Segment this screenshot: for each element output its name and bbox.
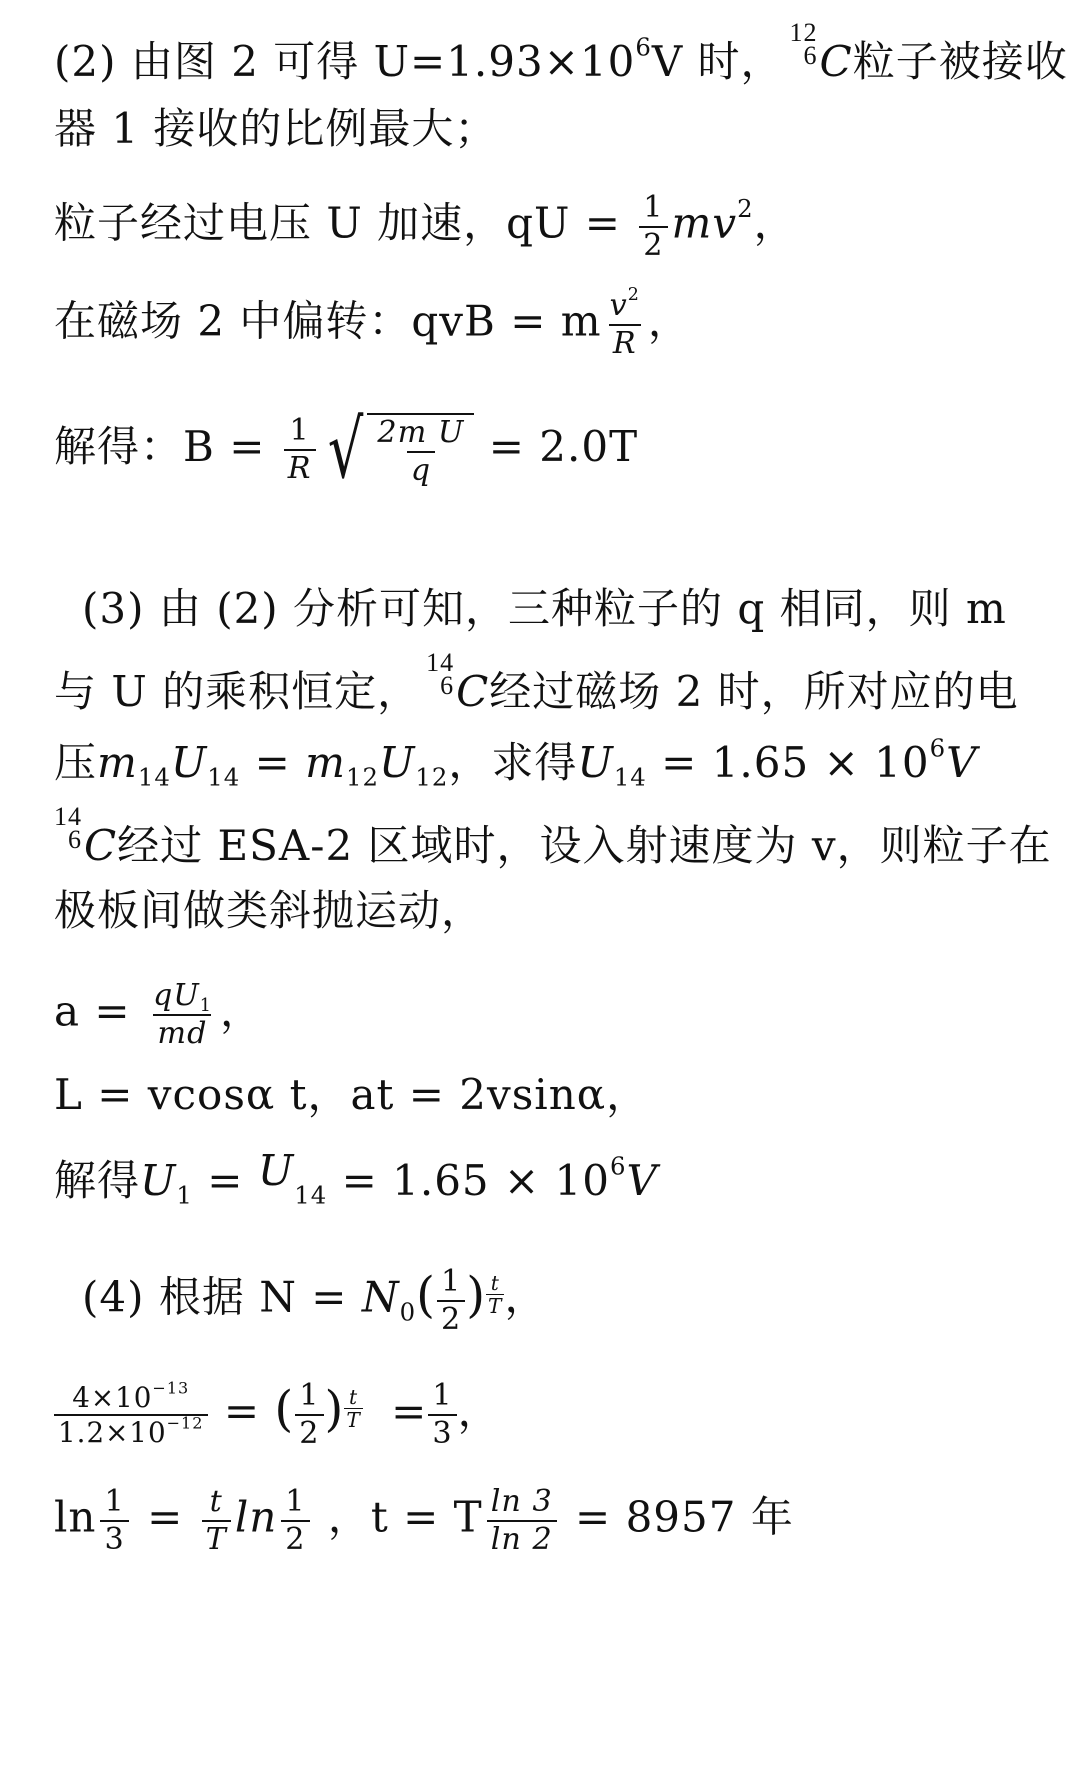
fraction-v2-R: [606, 285, 644, 361]
exp-num: t: [349, 1384, 359, 1409]
magnetic-text: 在磁场 2 中偏转：qvB = m: [54, 296, 602, 346]
carbon12-isotope: [784, 17, 820, 76]
sub-14: 14: [207, 762, 241, 792]
frac-num: t: [209, 1484, 223, 1519]
accel-end: ，: [753, 198, 797, 248]
fraction-1-R: [284, 415, 316, 484]
fraction-t-T: [202, 1486, 231, 1555]
solution-text: 解得：B =: [54, 421, 280, 471]
sub-1: 1: [199, 996, 212, 1017]
radicand-num: 2m U: [377, 415, 465, 451]
carbon-symbol: C: [456, 667, 490, 716]
voltage-mid: ，求得: [448, 738, 578, 787]
isotope-atomic-number: 6: [440, 671, 455, 701]
part3-line5: 极板间做类斜抛运动，: [54, 886, 485, 935]
num-exp: −13: [152, 1377, 190, 1397]
part3-line2: [54, 647, 1019, 716]
U-term: U: [257, 1146, 295, 1195]
close-paren: ): [324, 1381, 345, 1438]
frac-num: 1: [285, 1484, 306, 1519]
isotope-atomic-number: 6: [803, 41, 818, 71]
v-exponent: 2: [627, 285, 640, 306]
fraction-qU1-md: [149, 980, 216, 1049]
fraction-half: [639, 192, 667, 261]
a-end: ，: [219, 986, 263, 1036]
carbon-symbol: C: [84, 821, 118, 870]
frac-num: 1: [432, 1378, 453, 1413]
part3-motion-equations: L = vcosα t，at = 2vsinα，: [54, 1070, 650, 1119]
sub-12: 12: [415, 762, 449, 792]
den-value: 1.2×10: [58, 1415, 167, 1449]
decay-text: (4) 根据 N =: [82, 1272, 362, 1322]
frac-num: ln 3: [490, 1484, 553, 1519]
equals: =: [132, 1492, 198, 1542]
ln-term: ln: [54, 1492, 97, 1542]
fraction-third: [428, 1380, 456, 1449]
part3-line2-tail: 经过磁场 2 时，所对应的电: [489, 667, 1019, 716]
U-term: U: [140, 1156, 177, 1205]
carbon-symbol: C: [819, 37, 853, 86]
part2-line1-lead: (2) 由图 2 可得 U=1.93×10: [54, 37, 636, 86]
part2-line1-tail: 粒子被接收: [852, 37, 1068, 86]
frac-den: T: [202, 1520, 231, 1556]
exponent-t-over-T: [344, 1384, 362, 1432]
R-term: R: [287, 450, 312, 486]
frac-num: 1: [643, 190, 664, 225]
radicand: [367, 413, 474, 486]
B-result: = 2.0T: [474, 421, 639, 471]
frac-den: 3: [428, 1414, 456, 1450]
qU-term: qU: [152, 978, 200, 1013]
part2-magnetic-equation: [54, 285, 691, 361]
carbon14-isotope: [420, 647, 456, 706]
magnetic-end: ，: [647, 296, 691, 346]
fraction-half: [437, 1266, 465, 1335]
equals: =: [192, 1156, 258, 1205]
part2-exponent: 6: [635, 32, 652, 62]
frac-num: 1: [440, 1264, 462, 1299]
part3-line2-lead: 与 U 的乘积恒定，: [54, 667, 421, 716]
frac-num: [68, 1377, 193, 1414]
v-term: v: [609, 288, 628, 323]
isotope-atomic-number: 6: [67, 825, 82, 855]
frac-den: ln 2: [487, 1520, 557, 1556]
sub-14: 14: [137, 762, 171, 792]
ln-term: ln: [234, 1492, 278, 1542]
square-root: [320, 403, 475, 496]
U-term: U: [577, 738, 614, 787]
frac-den: [407, 451, 435, 487]
exponent-t-over-T: [486, 1270, 504, 1318]
voltage-lead: 压: [54, 738, 98, 787]
N-term: N: [361, 1272, 400, 1322]
frac-den: 2: [639, 226, 667, 262]
fraction-half: [295, 1380, 323, 1449]
num-value: 4×10: [72, 1380, 153, 1414]
m-term: m: [305, 738, 346, 787]
part3-voltage-equation: [54, 733, 978, 792]
frac-den: [54, 1414, 208, 1447]
part3-line4: [53, 801, 1052, 870]
fraction-third: [100, 1486, 128, 1555]
radical-sign-icon: √: [327, 403, 364, 496]
part2-line2: 器 1 接收的比例最大；: [54, 104, 498, 153]
mv-exponent: 2: [737, 194, 754, 224]
frac-den: [609, 324, 641, 360]
time-result: = 8957 年: [560, 1492, 794, 1542]
a-text: a =: [54, 986, 145, 1036]
equals: =: [376, 1386, 428, 1436]
isotope-mass-number: 12: [789, 17, 818, 47]
frac-den: 2: [295, 1414, 323, 1450]
exponent: 6: [609, 1151, 627, 1181]
part2-line1-mid: V 时，: [651, 37, 784, 86]
part3-acceleration: [54, 980, 263, 1049]
equals: =: [209, 1386, 275, 1436]
radicand-den: q: [410, 452, 432, 488]
sub-12: 12: [345, 762, 379, 792]
frac-num: 1: [289, 413, 310, 449]
exp-den: T: [346, 1407, 361, 1432]
V-unit: V: [946, 738, 978, 787]
exponent: 6: [929, 733, 947, 763]
fraction-half: [281, 1486, 309, 1555]
frac-den: [284, 449, 316, 485]
open-paren: (: [274, 1381, 295, 1438]
fraction-2mU-q: [373, 417, 468, 486]
md-term: md: [157, 1015, 208, 1051]
frac-den: [153, 1014, 211, 1050]
part4-decay-law: [82, 1266, 548, 1335]
ratio-end: ，: [457, 1386, 501, 1436]
frac-num: [606, 285, 644, 324]
part2-line1: [54, 17, 1068, 86]
isotope-mass-number: 14: [426, 647, 455, 677]
exp-num: t: [490, 1270, 500, 1295]
frac-den: 2: [281, 1520, 309, 1556]
part3-line1: (3) 由 (2) 分析可知，三种粒子的 q 相同，则 m: [82, 584, 1007, 633]
part2-accel-equation: [54, 192, 797, 261]
R-term: R: [612, 325, 637, 361]
sub-14: 14: [613, 762, 647, 792]
den-exp: −12: [166, 1413, 204, 1433]
frac-num: [149, 978, 216, 1017]
frac-num: 1: [104, 1484, 125, 1519]
part4-log-solution: [54, 1486, 794, 1555]
log-mid: ，t = T: [313, 1492, 483, 1542]
carbon14-isotope: [53, 801, 84, 860]
mv-term: mv: [671, 198, 738, 248]
isotope-mass-number: 14: [53, 801, 82, 831]
accel-text: 粒子经过电压 U 加速，qU =: [54, 198, 636, 248]
part4-ratio-equation: [54, 1377, 501, 1451]
sub-14: 14: [294, 1180, 328, 1210]
part3-U1-solution: [54, 1146, 658, 1210]
frac-den: 2: [437, 1300, 465, 1336]
close-paren: ): [466, 1267, 487, 1324]
equals: =: [240, 738, 306, 787]
part3-line4-tail: 经过 ESA-2 区域时，设入射速度为 v，则粒子在: [117, 821, 1052, 870]
sol-value: = 1.65 × 10: [327, 1156, 610, 1205]
fraction-ln3-ln2: [487, 1486, 557, 1555]
fraction-ratio: [54, 1377, 208, 1449]
sub-0: 0: [399, 1297, 417, 1327]
part2-B-solution: [54, 403, 639, 496]
voltage-value: = 1.65 × 10: [646, 738, 930, 787]
sub-1: 1: [176, 1180, 193, 1210]
frac-num: 1: [299, 1378, 320, 1413]
exp-den: T: [488, 1293, 503, 1318]
sol-lead: 解得: [54, 1156, 141, 1205]
U-term: U: [378, 738, 416, 787]
frac-den: 3: [100, 1520, 128, 1556]
open-paren: (: [416, 1267, 436, 1324]
V-unit: V: [626, 1156, 658, 1205]
U-term: U: [170, 738, 208, 787]
decay-end: ，: [504, 1272, 548, 1322]
m-term: m: [97, 738, 138, 787]
frac-num: [373, 417, 468, 451]
